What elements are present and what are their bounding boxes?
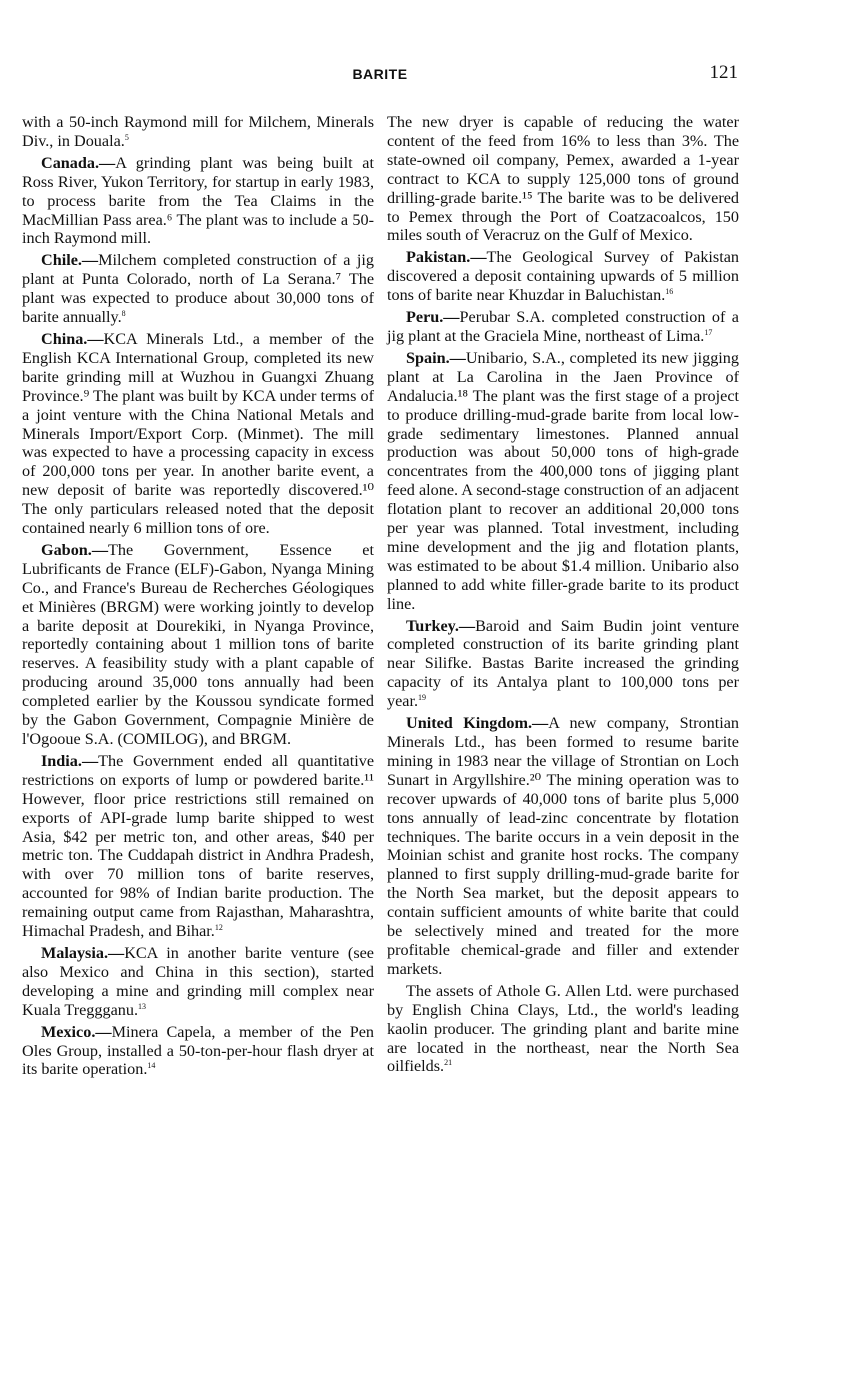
footnote-ref: 17 (704, 327, 713, 337)
country-heading: India.— (41, 751, 99, 770)
footnote-ref: 8 (121, 309, 126, 319)
country-heading: United Kingdom.— (406, 714, 549, 733)
paragraph (22, 330, 374, 538)
paragraph-text: Perubar S.A. completed construction of a jig plant at the Graciela Mine, northeast of Lima. (387, 308, 739, 345)
paragraph (387, 982, 739, 1077)
paragraph (387, 714, 739, 979)
paragraph (22, 113, 374, 151)
paragraph (387, 113, 739, 245)
page-number: 121 (709, 62, 738, 83)
paragraph-text: The Government, Essence et Lubrificants de France (ELF)-Gabon, Nyanga Mining Co., and France's Bureau de Recherches Géologiques et Minières (BRGM) were working jointly to develop a barite deposit at Dourekiki, in Nyanga Province, reportedly containing about 1 million tons of barite reserves. A feasibility study with a plant capable of producing around 35,000 tons annually had been completed earlier by the Koussou syndicate formed by the Gabon Government, Compagnie Minière de l'Ogooue S.A. (COMILOG), and BRGM. (22, 540, 374, 748)
country-heading: Turkey.— (406, 616, 476, 635)
paragraph (387, 308, 739, 346)
paragraph (22, 251, 374, 327)
footnote-ref: 12 (214, 923, 223, 933)
footnote-ref: 19 (418, 693, 427, 703)
paragraph-text: The Government ended all quantitative restrictions on exports of lump or powdered barite.¹¹ However, floor price restrictions still remained on exports of API-grade lump barite shipped to west Asia, $42 per metric ton, and other areas, $40 per metric ton. The Cuddapah district in Andhra Pradesh, with over 70 million tons of barite reserves, accounted for 98% of Indian barite production. The remaining output came from Rajasthan, Maharashtra, Himachal Pradesh, and Bihar. (22, 751, 374, 941)
right-column (387, 113, 739, 1079)
paragraph (22, 944, 374, 1020)
left-column (22, 113, 374, 1082)
paragraph-text: A new company, Strontian Minerals Ltd., has been formed to resume barite mining in 1983 near the village of Strontian on Loch Sunart in Argyllshire.²⁰ The mining operation was to recover upwards of 40,000 tons of barite plus 5,000 tons annually of lead-zinc concentrate by flotation techniques. The barite occurs in a vein deposit in the Moinian schist and granite host rocks. The company planned to first supply drilling-mud-grade barite for the North Sea market, but the deposit appears to contain sufficient amounts of white barite that could be selectively mined and treated for the more profitable chemical-grade and filler and extender markets. (387, 714, 739, 978)
running-title: BARITE (352, 66, 408, 82)
paragraph (22, 154, 374, 249)
paragraph-text: A grinding plant was being built at Ross River, Yukon Territory, for startup in early 1983, to process barite from the Tea Claims in the MacMillian Pass area.⁶ The plant was to include a 50-inch Raymond mill. (22, 153, 374, 248)
country-heading: Chile.— (41, 251, 99, 270)
country-heading: Pakistan.— (406, 248, 487, 267)
paragraph (387, 617, 739, 712)
paragraph-text: The new dryer is capable of reducing the water content of the feed from 16% to less than 3%. The state-owned oil company, Pemex, awarded a 1-year contract to KCA to supply 125,000 tons of ground drilling-grade barite.¹⁵ The barite was to be delivered to Pemex through the Port of Coatzacoalcos, 150 miles south of Veracruz on the Gulf of Mexico. (387, 113, 739, 245)
country-heading: Gabon.— (41, 540, 109, 559)
paragraph-text: Baroid and Saim Budin joint venture completed construction of its barite grinding plant near Silifke. Bastas Barite increased the grinding capacity of its Antalya plant to 100,000 tons per year. (387, 616, 739, 711)
country-heading: Malaysia.— (41, 943, 125, 962)
paragraph-text: Unibario, S.A., completed its new jigging plant at La Carolina in the Jaen Province of Andalucia.¹⁸ The plant was the first stage of a project to produce drilling-mud-grade barite from local low-grade sedimentary limestones. Planned annual production was about 50,000 tons of high-grade concentrates from the 400,000 tons of jigging plant feed alone. A second-stage construction of an adjacent flotation plant to recover an additional 20,000 tons per year was planned. Total investment, including mine development and the jig and flotation plants, was estimated to be about $1.4 million. Unibario also planned to add white filler-grade barite to its product line. (387, 348, 739, 613)
paragraph-text: Minera Capela, a member of the Pen Oles Group, installed a 50-ton-per-hour flash dryer at its barite operation. (22, 1022, 374, 1079)
footnote-ref: 21 (444, 1058, 453, 1068)
country-heading: Spain.— (406, 348, 466, 367)
footnote-ref: 16 (665, 287, 674, 297)
paragraph (22, 752, 374, 941)
country-heading: China.— (41, 329, 104, 348)
footnote-ref: 5 (124, 132, 129, 142)
paragraph (387, 349, 739, 614)
country-heading: Peru.— (406, 308, 460, 327)
paragraph-text: The assets of Athole G. Allen Ltd. were purchased by English China Clays, Ltd., the world's leading kaolin producer. The grinding plant and barite mine are located in the northeast, near the North Sea oilfields. (387, 981, 739, 1076)
footnote-ref: 14 (147, 1061, 156, 1071)
country-heading: Mexico.— (41, 1022, 112, 1041)
paragraph (387, 248, 739, 305)
footnote-ref: 13 (138, 1001, 146, 1011)
paragraph-text: KCA Minerals Ltd., a member of the English KCA International Group, completed its new barite grinding mill at Wuzhou in Guangxi Zhuang Province.⁹ The plant was built by KCA under terms of a joint venture with the China National Metals and Minerals Import/Export Corp. (Minmet). The mill was expected to have a processing capacity in excess of 200,000 tons per year. In another barite event, a new deposit of barite was reportedly discovered.¹⁰ The only particulars released noted that the deposit contained nearly 6 million tons of ore. (22, 329, 374, 538)
paragraph (22, 1023, 374, 1080)
page-header (22, 62, 738, 86)
country-heading: Canada.— (41, 153, 116, 172)
paragraph-text: KCA in another barite venture (see also Mexico and China in this section), started developing a mine and grinding mill complex near Kuala Treggganu. (22, 943, 374, 1019)
paragraph (22, 541, 374, 749)
paragraph-text: with a 50-inch Raymond mill for Milchem, Minerals Div., in Douala. (22, 113, 374, 150)
paragraph-text: The Geological Survey of Pakistan discovered a deposit containing upwards of 5 million tons of barite near Khuzdar in Baluchistan. (387, 248, 739, 305)
paragraph-text: Milchem completed construction of a jig plant at Punta Colorado, north of La Serana.⁷ The plant was expected to produce about 30,000 tons of barite annually. (22, 251, 374, 327)
